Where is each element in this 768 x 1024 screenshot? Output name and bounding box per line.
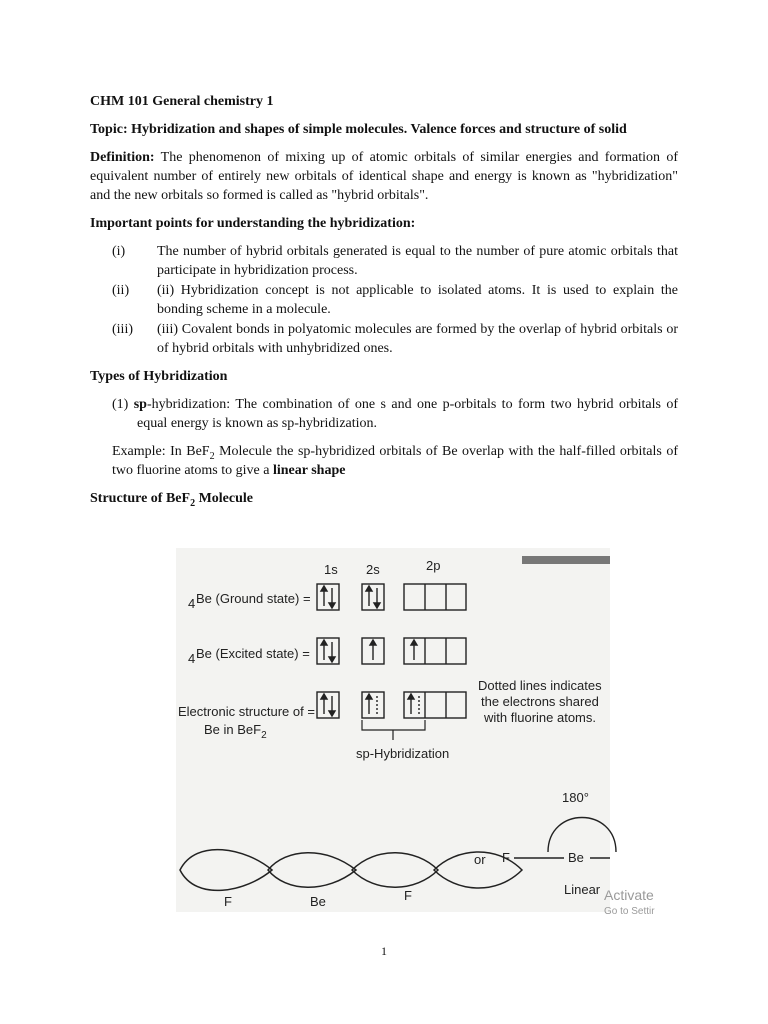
column-2s-label: 2s bbox=[366, 562, 380, 577]
column-2p-label: 2p bbox=[426, 558, 441, 573]
svg-text:4: 4 bbox=[188, 651, 196, 666]
note-line-3: with fluorine atoms. bbox=[484, 710, 596, 725]
structure-heading: Structure of BeF$_2$ Molecule bbox=[90, 491, 253, 509]
sp-label: sp bbox=[133, 397, 147, 412]
linear-be: Be bbox=[568, 850, 584, 865]
sp-hybridization-label: sp-Hybridization bbox=[356, 746, 450, 761]
list-item-number: (ii) bbox=[112, 283, 130, 298]
sp-hybridization-item bbox=[90, 395, 678, 433]
types-heading: Types of Hybridization bbox=[90, 369, 228, 384]
note-line-2: the electrons shared bbox=[481, 694, 599, 709]
example-paragraph: Example: In BeF$_2$ Molecule the sp-hybridized orbitals of Be overlap with the half-filled orbitals of two fluorine atoms to give a linear shape bbox=[112, 444, 678, 478]
watermark-activate: Activate bbox=[604, 887, 654, 903]
list-item bbox=[90, 242, 678, 280]
overlap-f-left: F bbox=[224, 894, 232, 909]
list-item-text: (ii) Hybridization concept is not applicable to isolated atoms. It is used to explain the bonding scheme in a molecule. bbox=[157, 283, 678, 317]
be-in-bef2-label: Be in BeF$_2$ bbox=[204, 722, 267, 741]
list-item-text: (iii) Covalent bonds in polyatomic molecules are formed by the overlap of hybrid orbitals or of hybrid orbitals with unhybridized ones. bbox=[157, 322, 678, 356]
linear-label: Linear bbox=[564, 882, 601, 897]
angle-label: 180° bbox=[562, 790, 589, 805]
excited-state-label: Be (Excited state) = bbox=[196, 646, 310, 661]
list-item-number: (i) bbox=[112, 244, 126, 259]
watermark-settings: Go to Settir bbox=[604, 906, 655, 917]
definition-text: The phenomenon of mixing up of atomic orbitals of similar energies and formation of equivalent number of entirely new orbitals of identical shape and energy is known as "hybridization" and the new orbitals so formed is called as "hybrid orbitals". bbox=[90, 150, 679, 203]
document-body bbox=[90, 92, 678, 517]
list-item-text: The number of hybrid orbitals generated is equal to the number of pure atomic orbitals that participate in hybridization process. bbox=[157, 244, 678, 278]
item-number: (1) bbox=[112, 397, 129, 412]
ground-state-label: Be (Ground state) = bbox=[196, 591, 311, 606]
list-item bbox=[90, 320, 678, 358]
list-item-number: (iii) bbox=[112, 322, 133, 337]
list-item bbox=[90, 281, 678, 319]
bef2-structure-figure bbox=[176, 548, 655, 917]
sp-description: -hybridization: The combination of one s and one p-orbitals to form two hybrid orbitals of equal energy is known as sp-hybridization. bbox=[137, 397, 679, 431]
definition-label: Definition: bbox=[90, 150, 155, 165]
linear-f-left: F bbox=[502, 850, 510, 865]
important-points-list bbox=[90, 242, 678, 358]
or-label: or bbox=[474, 852, 486, 867]
overlap-be: Be bbox=[310, 894, 326, 909]
important-points-heading: Important points for understanding the hybridization: bbox=[90, 216, 416, 231]
linear-shape-emphasis: linear shape bbox=[272, 463, 346, 478]
page-number: 1 bbox=[381, 944, 387, 958]
topic-line bbox=[90, 120, 678, 139]
note-line-1: Dotted lines indicates bbox=[478, 678, 602, 693]
overlap-f-right: F bbox=[404, 888, 412, 903]
column-1s-label: 1s bbox=[324, 562, 338, 577]
topic-label: Topic: bbox=[90, 122, 128, 137]
electronic-structure-label: Electronic structure of = bbox=[178, 704, 315, 719]
course-title: CHM 101 General chemistry 1 bbox=[90, 94, 274, 109]
svg-text:4: 4 bbox=[188, 596, 196, 611]
definition-paragraph bbox=[90, 148, 678, 205]
cropped-caption-fragment bbox=[522, 556, 610, 564]
topic-text: Hybridization and shapes of simple molecules. Valence forces and structure of solid bbox=[131, 122, 627, 137]
